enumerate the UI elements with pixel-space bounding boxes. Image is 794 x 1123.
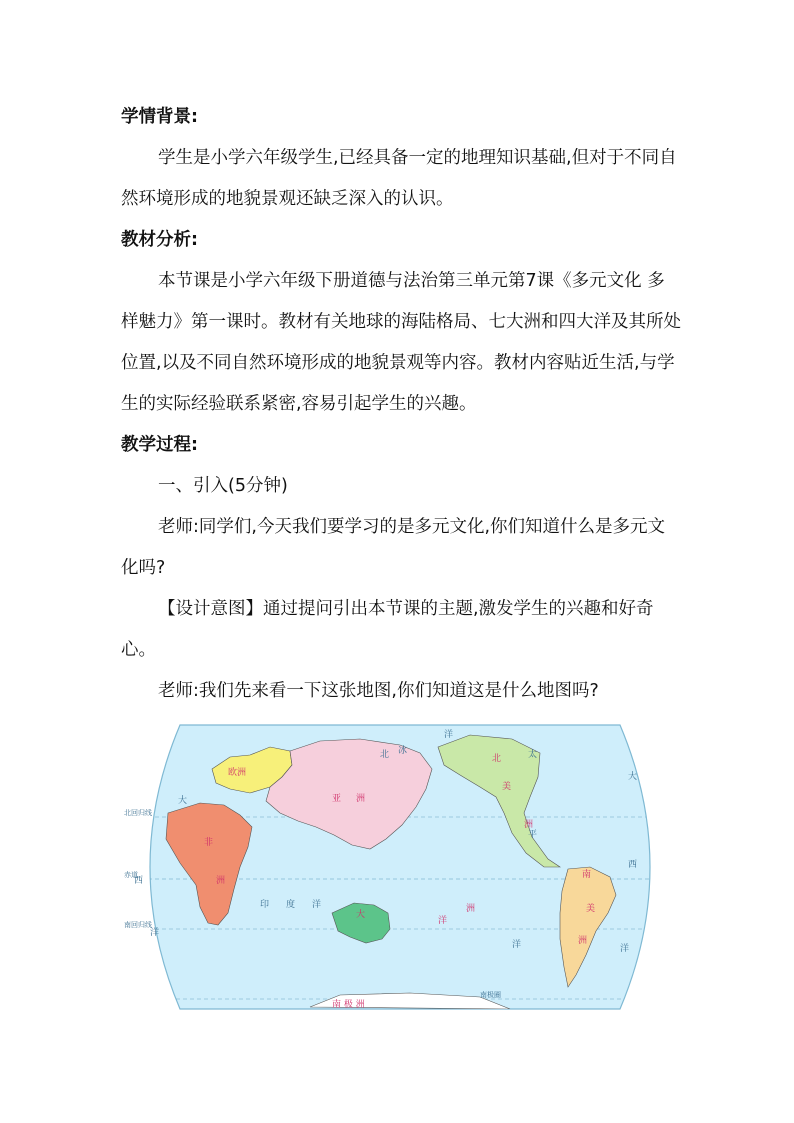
label-atlantic-e-2: 西 [628,860,638,870]
label-oceania-2: 洋 [438,916,448,926]
label-atlantic-w-2: 西 [134,876,144,886]
teacher-question-1: 老师:同学们,今天我们要学习的是多元文化,你们知道什么是多元文化吗? [121,517,666,578]
label-atlantic-e-3: 洋 [620,944,630,954]
label-pacific-3: 洋 [512,940,522,950]
label-arctic-1: 北 [380,750,390,760]
label-atlantic-e-1: 大 [628,772,638,782]
world-map [120,717,680,1017]
label-south-tropic: 南回归线 [124,921,152,929]
label-antarctica: 南 极 洲 [332,1000,365,1010]
label-indian-3: 洋 [312,900,322,910]
label-arctic-3: 洋 [444,730,454,740]
label-sa-1: 南 [582,870,592,880]
heading-textbook-analysis: 教材分析: [121,230,198,250]
label-pacific-1: 太 [528,750,538,760]
label-indian-2: 度 [286,900,296,910]
label-africa-2: 洲 [216,876,226,886]
label-antarctic-circle: 南极圈 [480,991,501,999]
paragraph-textbook-analysis: 本节课是小学六年级下册道德与法治第三单元第7课《多元文化 多样魅力》第一课时。教材有关地球的海陆格局、七大洲和四大洋及其所处位置,以及不同自然环境形成的地貌景观等内容。教材内容贴近生活,与学生的实际经验联系紧密,容易引起学生的兴趣。 [121,271,681,414]
label-sa-3: 洲 [578,936,588,946]
label-na-2: 美 [502,782,512,792]
label-europe: 欧洲 [228,768,247,778]
label-asia-1: 亚 [332,794,342,804]
label-na-1: 北 [492,754,502,764]
step-introduction: 一、引入(5分钟) [158,476,288,496]
label-arctic-2: 冰 [398,746,408,756]
heading-teaching-process: 教学过程: [121,435,198,455]
design-intent: 【设计意图】通过提问引出本节课的主题,激发学生的兴趣和好奇心。 [121,599,654,660]
heading-student-background: 学情背景: [121,107,198,127]
label-asia-2: 洲 [356,794,366,804]
label-pacific-2: 平 [528,830,538,840]
label-sa-2: 美 [586,904,596,914]
label-atlantic-w-1: 大 [178,796,188,806]
label-equator: 赤道 [124,871,138,879]
label-africa-1: 非 [204,838,214,848]
label-atlantic-w-3: 洋 [150,928,160,938]
label-na-3: 洲 [524,820,534,830]
teacher-question-2: 老师:我们先来看一下这张地图,你们知道这是什么地图吗? [158,681,599,701]
label-oceania-3: 洲 [466,904,476,914]
label-oceania-1: 大 [356,910,366,920]
label-north-tropic: 北回归线 [124,809,152,817]
label-indian-1: 印 [260,900,270,910]
paragraph-student-background: 学生是小学六年级学生,已经具备一定的地理知识基础,但对于不同自然环境形成的地貌景观还缺乏深入的认识。 [121,148,677,209]
